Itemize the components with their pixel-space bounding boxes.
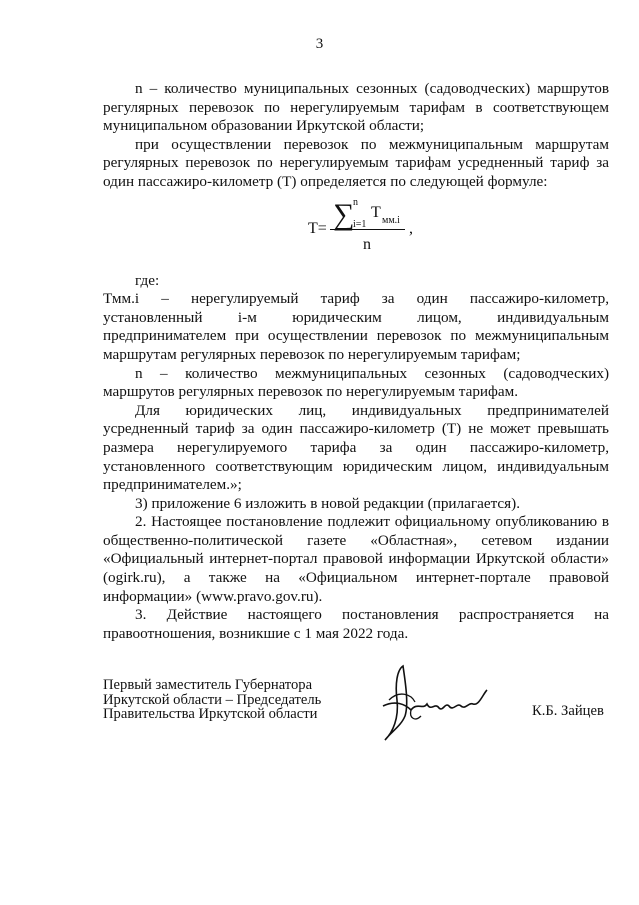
formula-comma: , — [409, 219, 413, 237]
position-line-1: Первый заместитель Губернатора — [103, 677, 313, 693]
sum-symbol: ∑ — [333, 197, 355, 231]
formula-term: T — [371, 203, 381, 221]
paragraph-appendix-6: 3) приложение 6 изложить в новой редакции (прилагается). — [135, 494, 520, 512]
document-body — [103, 80, 609, 643]
handwritten-signature — [375, 660, 505, 748]
sum-upper-limit: n — [353, 196, 358, 208]
formula-term-subscript: мм.i — [382, 214, 400, 226]
average-tariff-formula — [103, 194, 609, 272]
signatory-name: К.Б. Зайцев — [532, 703, 604, 719]
sum-lower-limit: i=1 — [353, 218, 367, 230]
position-line-3: Правительства Иркутской области — [103, 706, 318, 722]
signatory-position — [103, 678, 321, 722]
paragraph-legal-entities: Для юридических лиц, индивидуальных предпринимателей усредненный тариф за один пассажиро-километр (Т) не может превышать размера нерегулируемого тарифа за один пассажиро-километр, установленного соответствующим юридическим лицом, индивидуальным — [103, 401, 609, 475]
where-label: где: — [135, 271, 160, 289]
paragraph-n-municipal: n – количество муниципальных сезонных (садоводческих) маршрутов регулярных перевозок по нерегулируемым тарифам в соответствующем муниципальном образовании Иркутской области; — [103, 80, 609, 135]
definition-n-intermunicipal: n – количество межмуниципальных сезонных (садоводческих) маршрутов регулярных перевозок по нерегулируемым тарифам. — [103, 364, 609, 401]
paragraph-publication: 2. Настоящее постановление подлежит официальному опубликованию в общественно-политической газете «Областная», сетевом издании «Официальный интернет-портал правовой информации Иркутской области» (ogirk.ru), а также на «Официальном интернет-портале правовой информации» (www.pravo.gov.ru). — [103, 513, 609, 605]
formula-lhs: T= — [308, 219, 327, 237]
fraction-bar — [330, 229, 405, 230]
paragraph-effective-date: 3. Действие настоящего постановления распространяется на правоотношения, возникшие с 1 мая 2022 года. — [103, 606, 609, 642]
position-line-2: Иркутской области – Председатель — [103, 691, 322, 708]
definition-tmmi-rest: установленный i-м юридическим лицом, индивидуальным предпринимателем при осуществлении перевозок по межмуниципальным маршрутам регулярных перевозок по нерегулируемым тарифам; — [103, 308, 609, 363]
page-number: 3 — [315, 36, 324, 52]
paragraph-legal-entities-end: предпринимателем.»; — [103, 476, 242, 494]
paragraph-intermunicipal: при осуществлении перевозок по межмуниципальным маршрутам регулярных перевозок по нерегулируемым тарифам усредненный тариф за один пассажиро-километр (Т) определяется по следующей формуле: — [103, 135, 609, 190]
formula-denominator: n — [363, 235, 371, 253]
definition-tmmi-line1: Тмм.i – нерегулируемый тариф за один пассажиро-километр, — [103, 290, 609, 308]
